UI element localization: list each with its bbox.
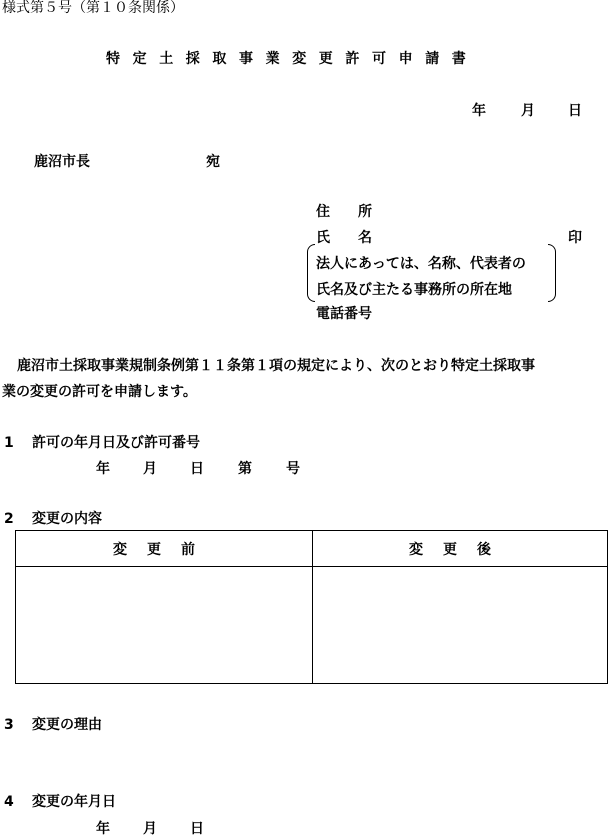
section2-number: 2 bbox=[4, 511, 14, 527]
col-header-after: 変更後 bbox=[313, 531, 608, 567]
section1-heading bbox=[4, 434, 200, 452]
section3-number: 3 bbox=[4, 717, 14, 733]
section4-day-label: 日 bbox=[190, 821, 204, 837]
section4-month-label: 月 bbox=[143, 821, 157, 837]
section4-year-label: 年 bbox=[96, 821, 110, 837]
section3-title: 変更の理由 bbox=[32, 717, 102, 733]
addressee-name: 鹿沼市長 bbox=[34, 154, 90, 170]
section2-title: 変更の内容 bbox=[32, 511, 102, 527]
before-content-cell[interactable] bbox=[16, 567, 313, 684]
header-year-label: 年 bbox=[472, 103, 486, 119]
header-month-label: 月 bbox=[521, 103, 535, 119]
section1-month-label: 月 bbox=[143, 461, 157, 477]
section4-heading bbox=[4, 793, 116, 811]
section4-number: 4 bbox=[4, 794, 14, 810]
section1-number: 1 bbox=[4, 435, 14, 451]
applicant-name-label: 氏 名 bbox=[316, 230, 372, 246]
section1-year-label: 年 bbox=[96, 461, 110, 477]
corp-note-line1: 法人にあっては、名称、代表者の bbox=[316, 256, 526, 272]
section2-heading bbox=[4, 510, 102, 528]
change-content-table bbox=[15, 530, 608, 684]
section1-go-label: 号 bbox=[286, 461, 300, 477]
table-row bbox=[16, 567, 608, 684]
section1-title: 許可の年月日及び許可番号 bbox=[32, 435, 200, 451]
body-text-line1: 鹿沼市土採取事業規制条例第１１条第１項の規定により、次のとおり特定土採取事 bbox=[17, 358, 535, 374]
section3-heading bbox=[4, 716, 102, 734]
right-bracket bbox=[548, 244, 556, 302]
addressee-suffix: 宛 bbox=[206, 154, 220, 170]
header-day-label: 日 bbox=[568, 103, 582, 119]
form-number: 様式第５号（第１０条関係） bbox=[2, 0, 184, 16]
col-header-before: 変更前 bbox=[16, 531, 313, 567]
section4-title: 変更の年月日 bbox=[32, 794, 116, 810]
section1-day-label: 日 bbox=[190, 461, 204, 477]
corp-note-line2: 氏名及び主たる事務所の所在地 bbox=[316, 282, 512, 298]
seal-mark: 印 bbox=[568, 230, 582, 246]
applicant-phone-label: 電話番号 bbox=[316, 306, 372, 322]
applicant-address-label: 住 所 bbox=[316, 204, 372, 220]
body-text-line2: 業の変更の許可を申請します。 bbox=[2, 384, 197, 400]
table-header-row bbox=[16, 531, 608, 567]
section1-dai-label: 第 bbox=[238, 461, 252, 477]
document-title: 特定土採取事業変更許可申請書 bbox=[106, 51, 479, 67]
after-content-cell[interactable] bbox=[313, 567, 608, 684]
left-bracket bbox=[307, 244, 315, 302]
